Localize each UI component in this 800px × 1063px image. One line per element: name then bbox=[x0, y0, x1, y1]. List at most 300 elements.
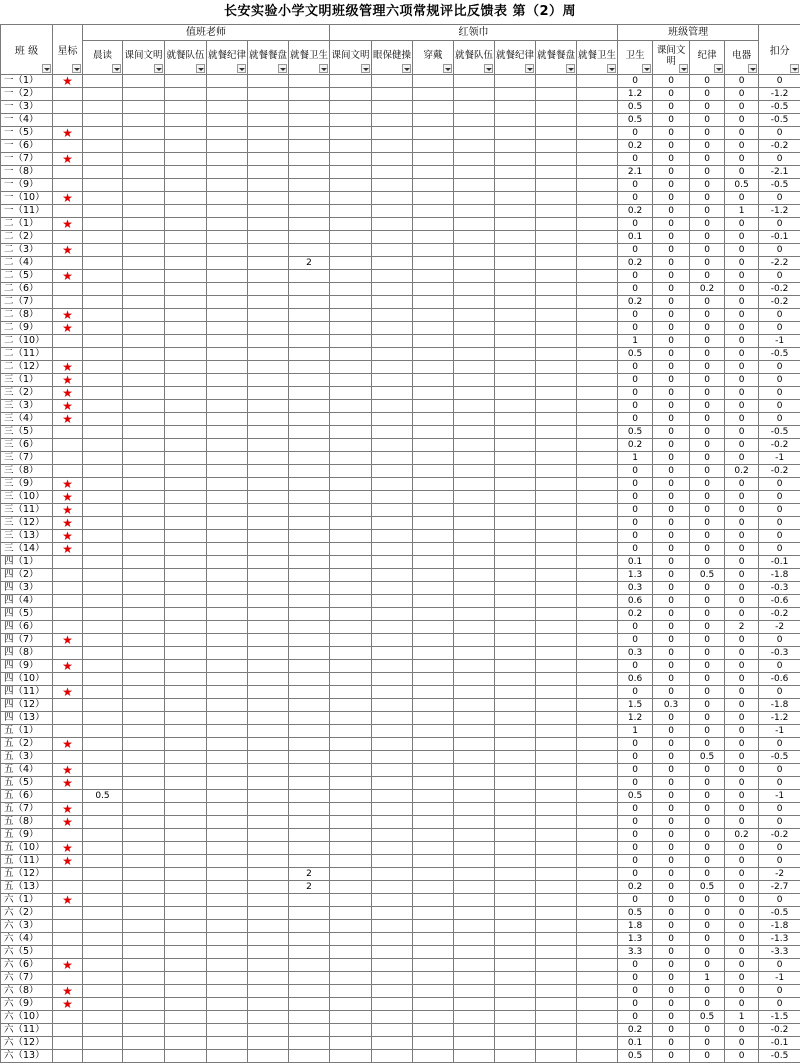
score-cell[interactable]: 0 bbox=[653, 504, 690, 517]
class-cell[interactable]: 六（13） bbox=[1, 1050, 53, 1063]
score-cell[interactable]: 0 bbox=[725, 114, 759, 127]
score-cell[interactable] bbox=[413, 257, 454, 270]
score-cell[interactable] bbox=[248, 933, 289, 946]
star-cell[interactable] bbox=[53, 1050, 83, 1063]
score-cell[interactable] bbox=[372, 985, 413, 998]
score-cell[interactable] bbox=[289, 166, 330, 179]
score-cell[interactable] bbox=[372, 998, 413, 1011]
star-cell[interactable] bbox=[53, 829, 83, 842]
star-icon[interactable]: ★ bbox=[53, 764, 83, 777]
score-cell[interactable]: 0 bbox=[690, 452, 725, 465]
score-cell[interactable]: 0 bbox=[653, 582, 690, 595]
score-cell[interactable]: 0 bbox=[690, 153, 725, 166]
score-cell[interactable] bbox=[289, 725, 330, 738]
score-cell[interactable] bbox=[123, 348, 165, 361]
score-cell[interactable] bbox=[207, 335, 248, 348]
score-cell[interactable]: 0 bbox=[690, 166, 725, 179]
score-cell[interactable]: 0 bbox=[653, 1024, 690, 1037]
score-cell[interactable]: 0 bbox=[690, 114, 725, 127]
score-cell[interactable]: 0 bbox=[653, 439, 690, 452]
score-cell[interactable]: 0 bbox=[725, 361, 759, 374]
score-cell[interactable]: 0 bbox=[690, 335, 725, 348]
score-cell[interactable] bbox=[413, 439, 454, 452]
score-cell[interactable] bbox=[83, 517, 123, 530]
score-cell[interactable] bbox=[289, 582, 330, 595]
score-cell[interactable] bbox=[330, 621, 372, 634]
score-cell[interactable]: 0 bbox=[725, 153, 759, 166]
score-cell[interactable] bbox=[289, 244, 330, 257]
deduct-cell[interactable]: -0.5 bbox=[759, 179, 800, 192]
score-cell[interactable] bbox=[495, 595, 536, 608]
score-cell[interactable] bbox=[495, 192, 536, 205]
score-cell[interactable] bbox=[207, 1024, 248, 1037]
score-cell[interactable]: 0 bbox=[653, 426, 690, 439]
score-cell[interactable] bbox=[248, 816, 289, 829]
star-icon[interactable]: ★ bbox=[53, 842, 83, 855]
deduct-cell[interactable]: -0.2 bbox=[759, 283, 800, 296]
deduct-cell[interactable]: -1 bbox=[759, 790, 800, 803]
score-cell[interactable] bbox=[536, 686, 577, 699]
score-cell[interactable] bbox=[577, 413, 618, 426]
score-cell[interactable] bbox=[248, 868, 289, 881]
score-cell[interactable] bbox=[330, 881, 372, 894]
score-cell[interactable]: 0 bbox=[653, 790, 690, 803]
score-cell[interactable]: 0 bbox=[618, 660, 653, 673]
score-cell[interactable]: 0 bbox=[653, 920, 690, 933]
score-cell[interactable] bbox=[289, 101, 330, 114]
score-cell[interactable]: 0 bbox=[690, 530, 725, 543]
score-cell[interactable]: 0 bbox=[618, 387, 653, 400]
score-cell[interactable] bbox=[413, 855, 454, 868]
score-cell[interactable] bbox=[330, 1037, 372, 1050]
score-cell[interactable]: 0 bbox=[653, 478, 690, 491]
deduct-cell[interactable]: -0.5 bbox=[759, 114, 800, 127]
score-cell[interactable]: 1.3 bbox=[618, 569, 653, 582]
score-cell[interactable] bbox=[413, 465, 454, 478]
score-cell[interactable] bbox=[372, 205, 413, 218]
score-cell[interactable] bbox=[83, 439, 123, 452]
column-header[interactable] bbox=[690, 41, 725, 75]
score-cell[interactable] bbox=[289, 777, 330, 790]
class-cell[interactable]: 三（8） bbox=[1, 465, 53, 478]
score-cell[interactable] bbox=[330, 114, 372, 127]
score-cell[interactable] bbox=[123, 1037, 165, 1050]
score-cell[interactable] bbox=[83, 777, 123, 790]
score-cell[interactable] bbox=[577, 621, 618, 634]
score-cell[interactable] bbox=[413, 452, 454, 465]
star-cell[interactable] bbox=[53, 647, 83, 660]
score-cell[interactable]: 0 bbox=[653, 946, 690, 959]
score-cell[interactable]: 0 bbox=[725, 998, 759, 1011]
score-cell[interactable] bbox=[577, 712, 618, 725]
score-cell[interactable] bbox=[83, 673, 123, 686]
score-cell[interactable] bbox=[577, 543, 618, 556]
deduct-cell[interactable]: 0 bbox=[759, 816, 800, 829]
star-cell[interactable] bbox=[53, 439, 83, 452]
score-cell[interactable]: 0 bbox=[653, 660, 690, 673]
score-cell[interactable]: 0 bbox=[618, 244, 653, 257]
score-cell[interactable] bbox=[123, 296, 165, 309]
score-cell[interactable] bbox=[536, 361, 577, 374]
score-cell[interactable] bbox=[165, 75, 207, 88]
score-cell[interactable] bbox=[454, 946, 495, 959]
score-cell[interactable] bbox=[536, 803, 577, 816]
score-cell[interactable] bbox=[536, 712, 577, 725]
deduct-cell[interactable]: -0.1 bbox=[759, 556, 800, 569]
score-cell[interactable] bbox=[289, 1037, 330, 1050]
score-cell[interactable] bbox=[372, 231, 413, 244]
score-cell[interactable] bbox=[207, 192, 248, 205]
score-cell[interactable] bbox=[454, 985, 495, 998]
score-cell[interactable] bbox=[165, 842, 207, 855]
score-cell[interactable] bbox=[536, 296, 577, 309]
score-cell[interactable] bbox=[413, 725, 454, 738]
score-cell[interactable] bbox=[123, 114, 165, 127]
score-cell[interactable]: 0 bbox=[690, 1037, 725, 1050]
score-cell[interactable] bbox=[248, 764, 289, 777]
score-cell[interactable] bbox=[536, 907, 577, 920]
score-cell[interactable]: 0 bbox=[690, 868, 725, 881]
score-cell[interactable] bbox=[495, 985, 536, 998]
class-cell[interactable]: 四（1） bbox=[1, 556, 53, 569]
score-cell[interactable] bbox=[248, 114, 289, 127]
score-cell[interactable] bbox=[289, 543, 330, 556]
score-cell[interactable] bbox=[289, 790, 330, 803]
class-cell[interactable]: 二（11） bbox=[1, 348, 53, 361]
score-cell[interactable] bbox=[248, 985, 289, 998]
deduct-cell[interactable]: -1.3 bbox=[759, 933, 800, 946]
score-cell[interactable] bbox=[536, 452, 577, 465]
deduct-cell[interactable]: -0.1 bbox=[759, 231, 800, 244]
score-cell[interactable] bbox=[83, 985, 123, 998]
star-icon[interactable]: ★ bbox=[53, 530, 83, 543]
score-cell[interactable] bbox=[536, 400, 577, 413]
score-cell[interactable] bbox=[207, 816, 248, 829]
score-cell[interactable] bbox=[372, 569, 413, 582]
score-cell[interactable] bbox=[123, 803, 165, 816]
class-cell[interactable]: 一（5） bbox=[1, 127, 53, 140]
score-cell[interactable] bbox=[372, 1011, 413, 1024]
score-cell[interactable] bbox=[289, 1011, 330, 1024]
score-cell[interactable] bbox=[330, 491, 372, 504]
score-cell[interactable] bbox=[248, 361, 289, 374]
score-cell[interactable]: 0 bbox=[725, 270, 759, 283]
score-cell[interactable]: 0 bbox=[690, 75, 725, 88]
star-cell[interactable] bbox=[53, 790, 83, 803]
score-cell[interactable] bbox=[83, 348, 123, 361]
score-cell[interactable] bbox=[577, 283, 618, 296]
score-cell[interactable]: 0 bbox=[725, 842, 759, 855]
score-cell[interactable] bbox=[330, 309, 372, 322]
score-cell[interactable] bbox=[289, 361, 330, 374]
score-cell[interactable] bbox=[165, 543, 207, 556]
column-header[interactable] bbox=[289, 41, 330, 75]
deduct-cell[interactable]: 0 bbox=[759, 387, 800, 400]
score-cell[interactable] bbox=[248, 348, 289, 361]
score-cell[interactable] bbox=[330, 75, 372, 88]
score-cell[interactable]: 0 bbox=[690, 231, 725, 244]
score-cell[interactable] bbox=[413, 127, 454, 140]
score-cell[interactable] bbox=[289, 712, 330, 725]
score-cell[interactable]: 0 bbox=[653, 621, 690, 634]
score-cell[interactable] bbox=[289, 920, 330, 933]
score-cell[interactable] bbox=[372, 946, 413, 959]
score-cell[interactable] bbox=[536, 426, 577, 439]
score-cell[interactable]: 0 bbox=[653, 855, 690, 868]
score-cell[interactable] bbox=[165, 153, 207, 166]
score-cell[interactable] bbox=[83, 374, 123, 387]
score-cell[interactable] bbox=[330, 751, 372, 764]
score-cell[interactable] bbox=[248, 517, 289, 530]
score-cell[interactable]: 0 bbox=[690, 192, 725, 205]
score-cell[interactable] bbox=[454, 582, 495, 595]
score-cell[interactable]: 0 bbox=[690, 894, 725, 907]
score-cell[interactable]: 0 bbox=[653, 829, 690, 842]
score-cell[interactable] bbox=[413, 114, 454, 127]
score-cell[interactable]: 0 bbox=[653, 530, 690, 543]
score-cell[interactable]: 0 bbox=[618, 985, 653, 998]
score-cell[interactable] bbox=[248, 647, 289, 660]
score-cell[interactable] bbox=[372, 855, 413, 868]
class-cell[interactable]: 六（11） bbox=[1, 1024, 53, 1037]
score-cell[interactable]: 0 bbox=[690, 673, 725, 686]
score-cell[interactable] bbox=[413, 179, 454, 192]
score-cell[interactable]: 0 bbox=[618, 842, 653, 855]
score-cell[interactable] bbox=[207, 634, 248, 647]
score-cell[interactable] bbox=[289, 400, 330, 413]
score-cell[interactable] bbox=[248, 504, 289, 517]
score-cell[interactable] bbox=[495, 842, 536, 855]
class-cell[interactable]: 六（12） bbox=[1, 1037, 53, 1050]
score-cell[interactable] bbox=[289, 764, 330, 777]
score-cell[interactable] bbox=[248, 1037, 289, 1050]
score-cell[interactable] bbox=[536, 231, 577, 244]
score-cell[interactable] bbox=[577, 803, 618, 816]
deduct-cell[interactable]: -0.3 bbox=[759, 582, 800, 595]
score-cell[interactable] bbox=[372, 439, 413, 452]
score-cell[interactable] bbox=[495, 387, 536, 400]
score-cell[interactable] bbox=[536, 738, 577, 751]
star-cell[interactable] bbox=[53, 608, 83, 621]
deduct-cell[interactable]: -1.8 bbox=[759, 569, 800, 582]
score-cell[interactable] bbox=[577, 1037, 618, 1050]
score-cell[interactable] bbox=[454, 699, 495, 712]
score-cell[interactable] bbox=[83, 959, 123, 972]
deduct-cell[interactable]: -1 bbox=[759, 725, 800, 738]
score-cell[interactable] bbox=[289, 972, 330, 985]
score-cell[interactable] bbox=[83, 218, 123, 231]
class-cell[interactable]: 一（4） bbox=[1, 114, 53, 127]
score-cell[interactable] bbox=[330, 478, 372, 491]
score-cell[interactable] bbox=[330, 894, 372, 907]
score-cell[interactable] bbox=[536, 673, 577, 686]
filter-dropdown-icon[interactable] bbox=[484, 64, 493, 73]
score-cell[interactable]: 0 bbox=[690, 387, 725, 400]
deduct-cell[interactable]: 0 bbox=[759, 413, 800, 426]
score-cell[interactable] bbox=[289, 114, 330, 127]
score-cell[interactable] bbox=[413, 517, 454, 530]
deduct-cell[interactable]: 0 bbox=[759, 309, 800, 322]
deduct-cell[interactable]: -1.5 bbox=[759, 1011, 800, 1024]
score-cell[interactable]: 0 bbox=[690, 933, 725, 946]
score-cell[interactable] bbox=[413, 868, 454, 881]
score-cell[interactable] bbox=[495, 647, 536, 660]
star-cell[interactable] bbox=[53, 179, 83, 192]
score-cell[interactable] bbox=[372, 764, 413, 777]
score-cell[interactable] bbox=[536, 127, 577, 140]
score-cell[interactable]: 0 bbox=[725, 257, 759, 270]
score-cell[interactable] bbox=[454, 114, 495, 127]
score-cell[interactable] bbox=[577, 816, 618, 829]
score-cell[interactable] bbox=[83, 660, 123, 673]
score-cell[interactable] bbox=[165, 998, 207, 1011]
score-cell[interactable] bbox=[165, 816, 207, 829]
score-cell[interactable] bbox=[372, 686, 413, 699]
score-cell[interactable] bbox=[123, 231, 165, 244]
score-cell[interactable]: 0.5 bbox=[618, 907, 653, 920]
score-cell[interactable] bbox=[207, 504, 248, 517]
score-cell[interactable] bbox=[248, 127, 289, 140]
score-cell[interactable] bbox=[83, 127, 123, 140]
score-cell[interactable] bbox=[495, 751, 536, 764]
score-cell[interactable] bbox=[454, 153, 495, 166]
star-icon[interactable]: ★ bbox=[53, 361, 83, 374]
score-cell[interactable] bbox=[536, 75, 577, 88]
score-cell[interactable] bbox=[413, 1024, 454, 1037]
star-cell[interactable] bbox=[53, 114, 83, 127]
score-cell[interactable]: 0 bbox=[618, 192, 653, 205]
star-cell[interactable] bbox=[53, 946, 83, 959]
score-cell[interactable]: 0 bbox=[690, 1024, 725, 1037]
score-cell[interactable] bbox=[83, 1037, 123, 1050]
class-cell[interactable]: 五（9） bbox=[1, 829, 53, 842]
score-cell[interactable] bbox=[289, 998, 330, 1011]
class-cell[interactable]: 二（9） bbox=[1, 322, 53, 335]
deduct-cell[interactable]: -0.5 bbox=[759, 101, 800, 114]
score-cell[interactable]: 0.5 bbox=[618, 114, 653, 127]
score-cell[interactable] bbox=[165, 530, 207, 543]
score-cell[interactable]: 0 bbox=[725, 1024, 759, 1037]
score-cell[interactable] bbox=[454, 933, 495, 946]
score-cell[interactable]: 0 bbox=[690, 907, 725, 920]
score-cell[interactable] bbox=[207, 998, 248, 1011]
score-cell[interactable] bbox=[289, 933, 330, 946]
star-icon[interactable]: ★ bbox=[53, 660, 83, 673]
score-cell[interactable] bbox=[495, 816, 536, 829]
score-cell[interactable] bbox=[413, 400, 454, 413]
class-cell[interactable]: 四（7） bbox=[1, 634, 53, 647]
score-cell[interactable] bbox=[495, 348, 536, 361]
score-cell[interactable] bbox=[495, 75, 536, 88]
score-cell[interactable] bbox=[330, 959, 372, 972]
score-cell[interactable]: 0 bbox=[690, 504, 725, 517]
score-cell[interactable] bbox=[330, 257, 372, 270]
score-cell[interactable]: 0 bbox=[690, 179, 725, 192]
score-cell[interactable] bbox=[413, 1050, 454, 1063]
score-cell[interactable] bbox=[123, 257, 165, 270]
score-cell[interactable] bbox=[454, 75, 495, 88]
score-cell[interactable] bbox=[165, 660, 207, 673]
star-icon[interactable]: ★ bbox=[53, 777, 83, 790]
score-cell[interactable] bbox=[536, 621, 577, 634]
class-cell[interactable]: 五（8） bbox=[1, 816, 53, 829]
score-cell[interactable] bbox=[577, 660, 618, 673]
star-cell[interactable] bbox=[53, 881, 83, 894]
score-cell[interactable]: 0 bbox=[618, 530, 653, 543]
score-cell[interactable] bbox=[372, 101, 413, 114]
class-cell[interactable]: 三（7） bbox=[1, 452, 53, 465]
score-cell[interactable] bbox=[577, 127, 618, 140]
score-cell[interactable] bbox=[454, 790, 495, 803]
score-cell[interactable] bbox=[413, 894, 454, 907]
score-cell[interactable]: 0 bbox=[690, 465, 725, 478]
score-cell[interactable] bbox=[123, 452, 165, 465]
deduct-cell[interactable]: 0 bbox=[759, 530, 800, 543]
score-cell[interactable] bbox=[248, 283, 289, 296]
score-cell[interactable] bbox=[577, 166, 618, 179]
score-cell[interactable]: 0 bbox=[725, 569, 759, 582]
score-cell[interactable] bbox=[495, 88, 536, 101]
score-cell[interactable]: 0.5 bbox=[618, 348, 653, 361]
score-cell[interactable] bbox=[577, 985, 618, 998]
score-cell[interactable] bbox=[577, 1011, 618, 1024]
score-cell[interactable] bbox=[372, 894, 413, 907]
score-cell[interactable] bbox=[413, 504, 454, 517]
score-cell[interactable] bbox=[330, 127, 372, 140]
score-cell[interactable]: 0 bbox=[725, 504, 759, 517]
score-cell[interactable] bbox=[248, 413, 289, 426]
score-cell[interactable] bbox=[123, 192, 165, 205]
score-cell[interactable] bbox=[577, 1024, 618, 1037]
score-cell[interactable] bbox=[165, 400, 207, 413]
score-cell[interactable] bbox=[330, 517, 372, 530]
score-cell[interactable] bbox=[123, 881, 165, 894]
score-cell[interactable] bbox=[577, 881, 618, 894]
class-cell[interactable]: 二（1） bbox=[1, 218, 53, 231]
score-cell[interactable] bbox=[577, 114, 618, 127]
score-cell[interactable] bbox=[330, 205, 372, 218]
score-cell[interactable] bbox=[413, 88, 454, 101]
score-cell[interactable] bbox=[495, 907, 536, 920]
score-cell[interactable] bbox=[454, 647, 495, 660]
score-cell[interactable] bbox=[577, 673, 618, 686]
score-cell[interactable] bbox=[372, 218, 413, 231]
score-cell[interactable] bbox=[372, 699, 413, 712]
score-cell[interactable] bbox=[123, 205, 165, 218]
score-cell[interactable] bbox=[83, 582, 123, 595]
score-cell[interactable] bbox=[330, 816, 372, 829]
deduct-cell[interactable]: -0.5 bbox=[759, 426, 800, 439]
score-cell[interactable]: 2 bbox=[289, 868, 330, 881]
class-cell[interactable]: 四（3） bbox=[1, 582, 53, 595]
score-cell[interactable] bbox=[165, 1037, 207, 1050]
score-cell[interactable] bbox=[289, 660, 330, 673]
score-cell[interactable]: 0.3 bbox=[618, 647, 653, 660]
deduct-cell[interactable]: -0.2 bbox=[759, 608, 800, 621]
score-cell[interactable] bbox=[413, 192, 454, 205]
score-cell[interactable] bbox=[577, 998, 618, 1011]
score-cell[interactable] bbox=[536, 1011, 577, 1024]
score-cell[interactable]: 0 bbox=[725, 803, 759, 816]
score-cell[interactable] bbox=[413, 647, 454, 660]
score-cell[interactable] bbox=[577, 361, 618, 374]
score-cell[interactable] bbox=[83, 478, 123, 491]
score-cell[interactable] bbox=[413, 1011, 454, 1024]
score-cell[interactable]: 0 bbox=[725, 517, 759, 530]
class-cell[interactable]: 三（5） bbox=[1, 426, 53, 439]
score-cell[interactable]: 0 bbox=[725, 608, 759, 621]
star-cell[interactable] bbox=[53, 725, 83, 738]
